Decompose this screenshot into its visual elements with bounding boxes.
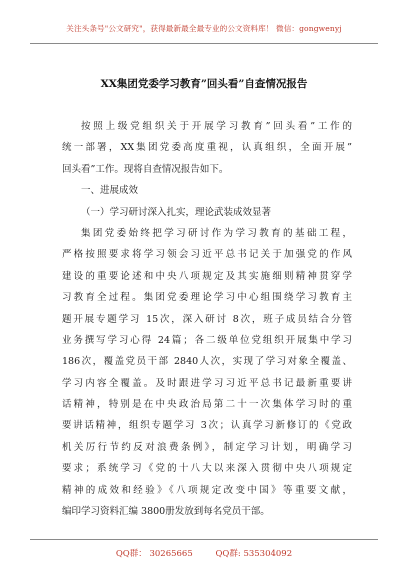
document-body — [62, 116, 352, 522]
body-line: 严格按照要求将学习领会习近平总书记关于加强党的作风 — [62, 249, 352, 261]
body-line: 回头看”工作。现将自查情况报告如下。 — [62, 163, 229, 175]
footer-qq-group-2: QQ群: 535304092 — [215, 549, 293, 559]
promo-banner: 关注头条号"公文研究"，获得最新最全最专业的公文资料库！ 微信：gongwenyj — [66, 24, 342, 33]
body-line: 建设的重要论述和中央八项规定及其实施细则精神贯穿学 — [62, 270, 352, 282]
body-line: 集团党委始终把学习研讨作为学习教育的基础工程， — [81, 227, 352, 239]
body-line: 编印学习资料汇编 3800册发放到每名党员干部。 — [62, 506, 270, 518]
body-line: 机关厉行节约反对浪费条例》，制定学习计划，明确学习 — [62, 441, 352, 453]
body-line: （一）学习研讨深入扎实，理论武装成效显著 — [81, 206, 272, 218]
body-line: 话精神，特别是在中央政治局第二十一次集体学习时的重 — [62, 399, 352, 411]
body-line: 题开展专题学习 15次，深入研讨 8次，班子成员结合分管 — [62, 313, 352, 325]
header-divider — [30, 43, 378, 44]
body-line: 习教育全过程。集团党委理论学习中心组围绕学习教育主 — [62, 292, 352, 304]
body-line: 精神的成效和经验》《八项规定改变中国》等重要文献， — [62, 484, 352, 496]
footer — [0, 547, 408, 559]
body-line: 按照上级党组织关于开展学习教育”回头看”工作的 — [81, 121, 352, 132]
body-line: 要求；系统学习《党的十八大以来深入贯彻中央八项规定 — [62, 463, 352, 475]
body-line: 业务撰写学习心得 24篇；各二级单位党组织开展集中学习 — [62, 334, 352, 346]
document-title: XX集团党委学习教育”回头看”自查情况报告 — [100, 78, 308, 90]
body-line: 186次，覆盖党员干部 2840人次，实现了学习对象全覆盖、 — [62, 356, 352, 368]
body-line: 学习内容全覆盖。及时跟进学习习近平总书记最新重要讲 — [62, 377, 352, 389]
footer-divider — [30, 539, 378, 540]
body-line: 统一部署，XX集团党委高度重视，认真组织，全面开展” — [62, 142, 352, 154]
body-line: 一、进展成效 — [81, 185, 139, 197]
footer-qq-group-1: QQ群： 30265665 — [115, 549, 193, 559]
body-line: 要讲话精神，组织专题学习 3次；认真学习新修订的《党政 — [62, 420, 352, 432]
